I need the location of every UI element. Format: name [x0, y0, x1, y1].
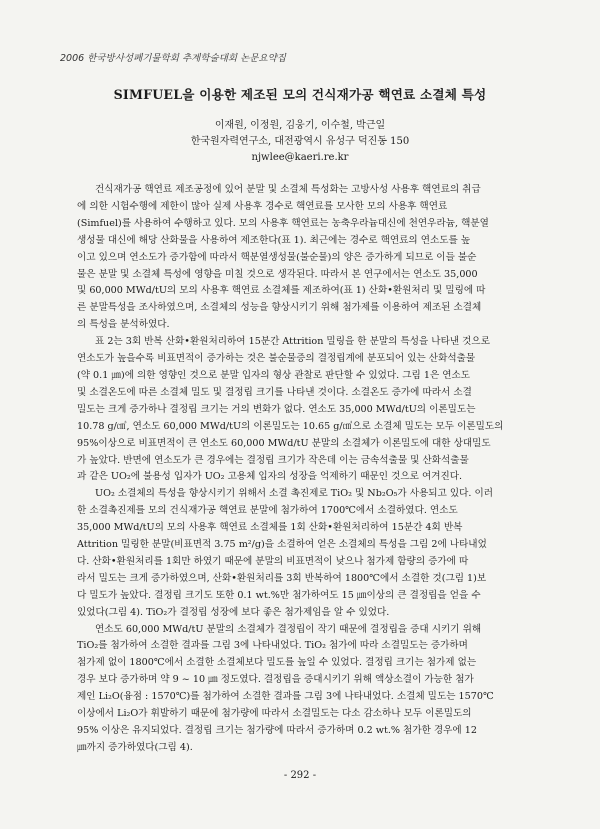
paper-title: SIMFUEL을 이용한 제조된 모의 건식재가공 핵연료 소결체 특성 — [113, 87, 487, 102]
text-line: 의 특성을 분석하였다. — [77, 319, 170, 331]
text-line: 가 높았다. 반면에 연소도가 큰 경우에는 결정립 크기가 작은데 이는 금속석출물 및 산화석출물 — [77, 454, 469, 466]
text-line: (약 0.1 ㎛)에 의한 영향인 것으로 분말 입자의 형상 관찰로 판단할 수 있었다. 그림 1은 연소도 — [77, 369, 471, 381]
text-line: 과 같은 UO₂에 불용성 입자가 UO₂ 고용체 입자의 성장을 억제하기 때문인 것으로 여겨진다. — [77, 471, 463, 483]
proceedings-header: 2006 한국방사성폐기물학회 추계학술대회 논문요약집 — [60, 53, 286, 64]
abstract-body — [77, 182, 531, 757]
text-line: 밀도는 크게 증가하나 결정립 크기는 거의 변화가 없다. 연소도 35,000 MWd/tU의 이론밀도는 — [77, 403, 476, 415]
text-line: 95%이상으로 비표면적이 큰 연소도 60,000 MWd/tU 분말의 소결체가 이론밀도에 대한 상대밀도 — [77, 437, 491, 449]
text-line: 연소도가 높을수록 비표면적이 증가하는 것은 불순물증의 결정립계에 분포되어 있는 산화석출물 — [77, 353, 476, 365]
text-line: 경우 보다 증가하며 약 9 ~ 10 ㎛ 정도였다. 결정립을 증대시키기 위해 액상소결이 가능한 첨가 — [77, 674, 474, 686]
text-line: 건식재가공 핵연료 제조공정에 있어 분말 및 소결체 특성화는 고방사성 사용후 핵연료의 취급 — [95, 184, 481, 195]
text-line: 에 의한 시험수행에 제한이 많아 실제 사용후 경수로 핵연료를 모사한 모의 사용후 핵연료 — [77, 200, 448, 212]
paragraph — [77, 334, 531, 486]
text-line: 35,000 MWd/tU의 모의 사용후 핵연료 소결체를 1회 산화•환원처리하여 15분간 4회 반복 — [77, 522, 463, 534]
email: njwlee@kaeri.re.kr — [251, 152, 349, 163]
text-line: UO₂ 소결체의 특성을 향상시키기 위해서 소결 촉진제로 TiO₂ 및 Nb₂O₅가 사용되고 있다. 이러 — [95, 488, 494, 500]
text-line: 제인 Li₂O(융점 : 1570℃)를 첨가하여 소결한 결과를 그림 3에 나타내었다. 소결체 밀도는 1570℃ — [77, 691, 494, 703]
text-line: 른 분말특성을 조사하였으며, 소결체의 성능을 향상시키기 위해 첨가제를 이용하여 제조된 소결체 — [77, 302, 482, 314]
text-line: 첨가제 없이 1800℃에서 소결한 소결체보다 밀도를 높일 수 있었다. 결정립 크기는 첨가제 없는 — [77, 657, 477, 669]
text-line: 물은 분말 및 소결체 특성에 영향을 미칠 것으로 생각된다. 따라서 본 연구에서는 연소도 35,000 — [77, 268, 478, 280]
text-line: ㎛까지 증가하였다(그림 4). — [77, 741, 193, 753]
text-line: 이상에서 Li₂O가 휘발하기 때문에 첨가량에 따라서 소결밀도는 다소 감소하나 모두 이론밀도의 — [77, 708, 472, 720]
text-line: 및 60,000 MWd/tU의 모의 사용후 핵연료 소결체를 제조하여(표 1) 산화•환원처리 및 밀링에 따 — [77, 285, 486, 297]
text-line: TiO₂를 첨가하여 소결한 결과를 그림 3에 나타내었다. TiO₂ 첨가에 따라 소결밀도는 증가하며 — [77, 640, 468, 652]
text-line: (Simfuel)를 사용하여 수행하고 있다. 모의 사용후 핵연료는 농축우라늄대신에 천연우라늄, 핵분열 — [77, 217, 489, 229]
text-line: 이고 있으며 연소도가 증가함에 따라서 핵분열생성물(불순물)의 양은 증가하게 되므로 이들 불순 — [77, 251, 477, 263]
paragraph — [77, 182, 531, 334]
text-line: 생성물 대신에 해당 산화물을 사용하여 제조한다(표 1). 최근에는 경수로 핵연료의 연소도를 높 — [77, 234, 471, 246]
text-line: 한 소결촉진제를 모의 건식재가공 핵연료 분말에 첨가하여 1700℃에서 소결하였다. 연소도 — [77, 505, 458, 517]
text-line: 있었다(그림 4). TiO₂가 결정립 성장에 보다 좋은 첨가제임을 알 수 있었다. — [77, 606, 390, 618]
text-line: 연소도 60,000 MWd/tU 분말의 소결체가 결정립이 작기 때문에 결정립을 증대 시키기 위해 — [95, 623, 482, 635]
paragraph — [77, 622, 531, 757]
text-line: 및 소결온도에 따른 소결체 밀도 및 결정립 크기를 나타낸 것이다. 소결온도 증가에 따라서 소결 — [77, 386, 472, 398]
paragraph — [77, 486, 531, 621]
page-number: - 292 - — [283, 770, 317, 781]
author-block — [0, 118, 600, 166]
affiliation: 한국원자력연구소, 대전광역시 유성구 덕진동 150 — [190, 136, 410, 147]
text-line: 표 2는 3회 반복 산화•환원처리하여 15분간 Attrition 밀링을 한 분말의 특성을 나타낸 것으로 — [95, 336, 490, 348]
authors: 이재원, 이정원, 김웅기, 이수철, 박근일 — [214, 120, 386, 131]
text-line: 95% 이상은 유지되었다. 결정립 크기는 첨가량에 따라서 증가하며 0.2 wt.% 첨가한 경우에 12 — [77, 725, 477, 736]
text-line: 다 밀도가 높았다. 결정립 크기도 또한 0.1 wt.%만 첨가하여도 15 ㎛이상의 큰 결정립을 얻을 수 — [77, 589, 481, 601]
text-line: Attrition 밀링한 분말(비표면적 3.75 m²/g)을 소결하여 얻은 소결체의 특성을 그림 2에 나타내었 — [77, 539, 487, 551]
text-line: 다. 산화•환원처리를 1회만 하였기 때문에 분말의 비표면적이 낮으나 첨가제 함량의 증가에 따 — [77, 555, 469, 567]
text-line: 10.78 g/㎤, 연소도 60,000 MWd/tU의 이론밀도는 10.65 g/㎤으로 소결체 밀도는 모두 이론밀도의 — [77, 420, 504, 432]
text-line: 라서 밀도는 크게 증가하였으며, 산화•환원처리를 3회 반복하여 1800℃에서 소결한 것(그림 1)보 — [77, 572, 487, 584]
